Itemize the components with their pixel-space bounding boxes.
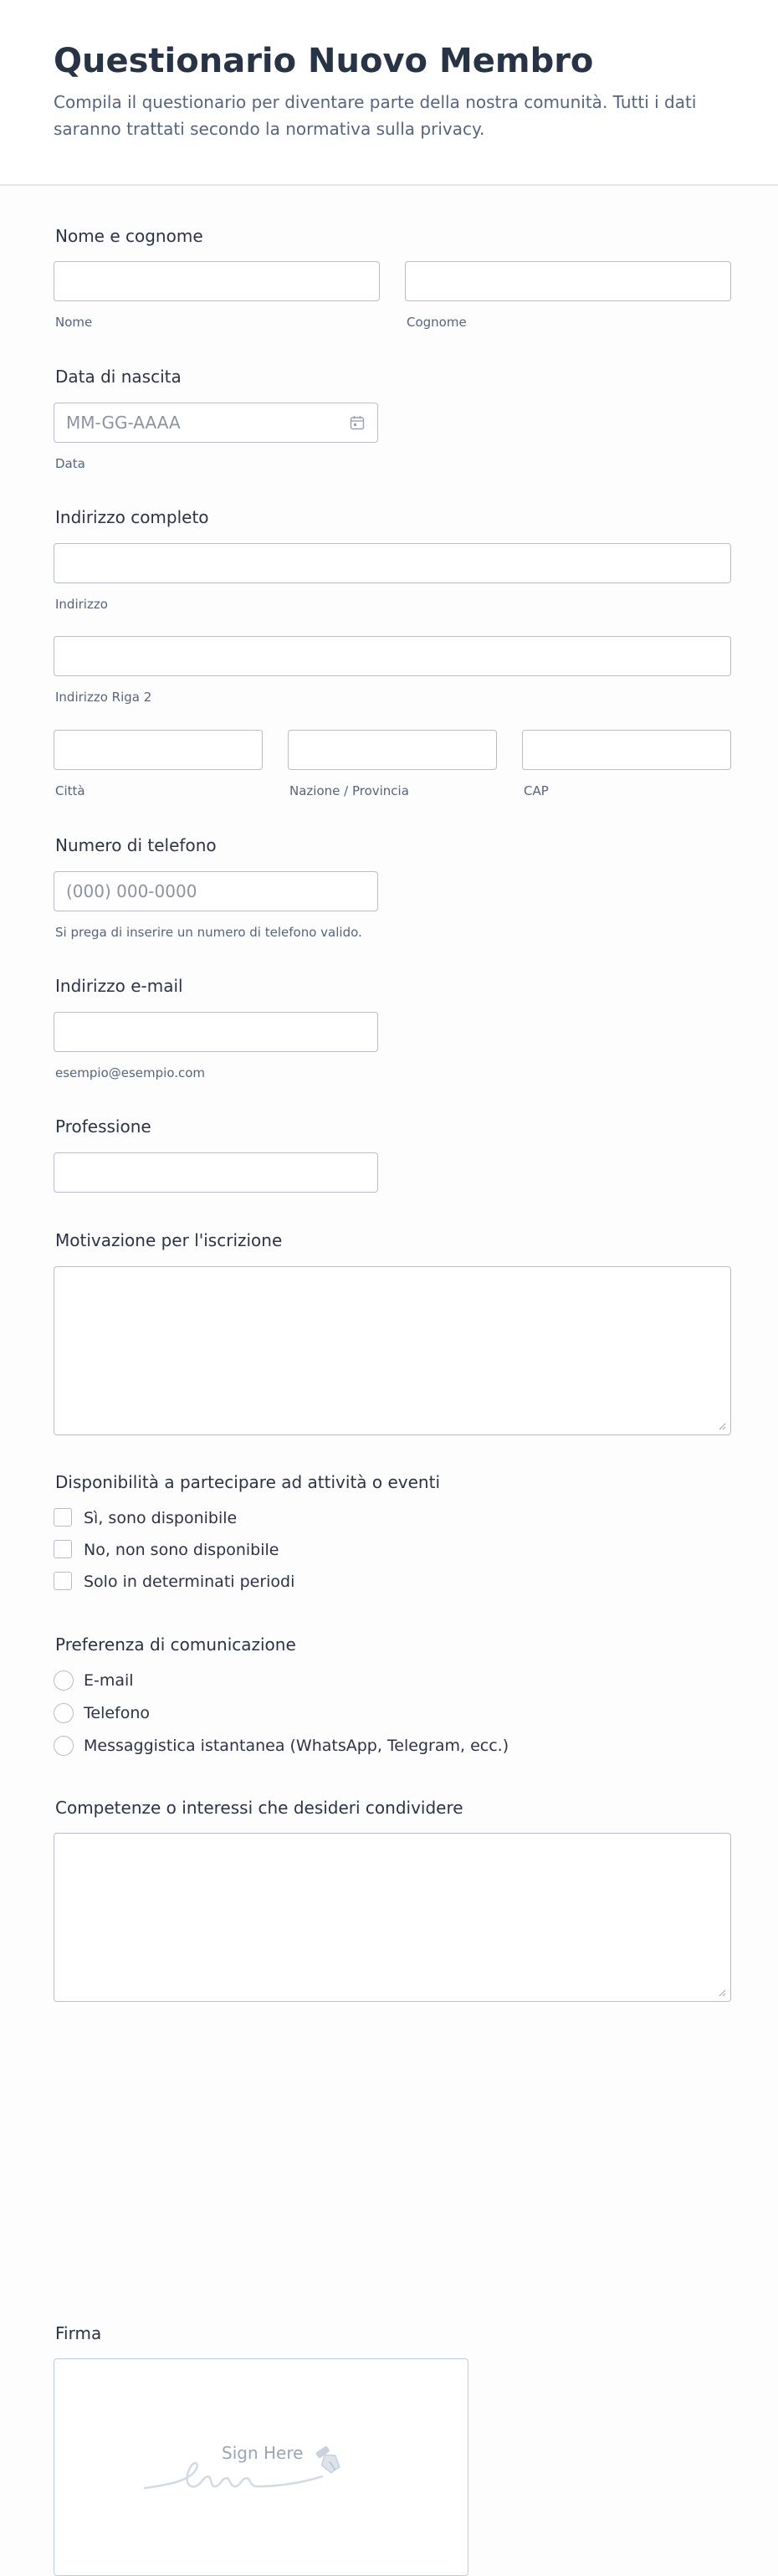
birth-date-label: Data di nascita xyxy=(55,367,182,387)
email-sublabel: esempio@esempio.com xyxy=(55,1065,206,1080)
motivation-textarea[interactable] xyxy=(54,1266,731,1435)
birth-date-sublabel: Data xyxy=(55,456,85,471)
city-input[interactable] xyxy=(54,730,263,770)
signature-pad[interactable] xyxy=(54,2358,468,2576)
first-name-input[interactable] xyxy=(54,261,380,301)
phone-label: Numero di telefono xyxy=(55,835,217,855)
communication-label: Preferenza di comunicazione xyxy=(55,1634,296,1655)
communication-option-label: E-mail xyxy=(84,1671,134,1690)
signature-scribble-icon xyxy=(143,2440,386,2498)
last-name-sublabel: Cognome xyxy=(407,315,467,330)
motivation-label: Motivazione per l'iscrizione xyxy=(55,1230,283,1250)
state-input[interactable] xyxy=(288,730,497,770)
full-name-label: Nome e cognome xyxy=(55,226,203,246)
city-sublabel: Città xyxy=(55,783,85,798)
signature-label: Firma xyxy=(55,2323,102,2343)
last-name-input[interactable] xyxy=(405,261,731,301)
skills-textarea[interactable] xyxy=(54,1833,731,2002)
address-line1-sublabel: Indirizzo xyxy=(55,597,108,612)
checkbox[interactable] xyxy=(54,1540,72,1558)
email-input[interactable] xyxy=(54,1012,378,1052)
address-line2-sublabel: Indirizzo Riga 2 xyxy=(55,690,152,705)
birth-date-input[interactable] xyxy=(54,403,378,443)
availability-option-label: Sì, sono disponibile xyxy=(84,1509,238,1527)
phone-sublabel: Si prega di inserire un numero di telefono valido. xyxy=(55,925,362,940)
radio-button[interactable] xyxy=(54,1703,74,1723)
address-line2-input[interactable] xyxy=(54,636,731,676)
form-title: Questionario Nuovo Membro xyxy=(54,42,594,80)
address-line1-input[interactable] xyxy=(54,543,731,583)
form-header xyxy=(0,0,778,186)
availability-label: Disponibilità a partecipare ad attività o eventi xyxy=(55,1472,441,1492)
profession-label: Professione xyxy=(55,1116,151,1137)
form-subtitle: Compila il questionario per diventare parte della nostra comunità. Tutti i dati saranno trattati secondo la normativa sulla privacy. xyxy=(54,92,697,139)
calendar-icon[interactable] xyxy=(350,415,365,430)
profession-input[interactable] xyxy=(54,1152,378,1193)
zip-sublabel: CAP xyxy=(524,783,549,798)
availability-option-label: Solo in determinati periodi xyxy=(84,1573,295,1591)
first-name-sublabel: Nome xyxy=(55,315,93,330)
phone-input[interactable] xyxy=(54,871,378,911)
radio-button[interactable] xyxy=(54,1670,74,1691)
signature-prompt: Sign Here xyxy=(222,2443,304,2463)
communication-option-label: Messaggistica istantanea (WhatsApp, Telegram, ecc.) xyxy=(84,1737,509,1755)
communication-option-label: Telefono xyxy=(84,1704,151,1722)
state-sublabel: Nazione / Provincia xyxy=(289,783,409,798)
resize-handle-icon[interactable] xyxy=(718,1422,726,1430)
address-label: Indirizzo completo xyxy=(55,507,209,527)
checkbox[interactable] xyxy=(54,1508,72,1527)
zip-input[interactable] xyxy=(522,730,731,770)
checkbox[interactable] xyxy=(54,1572,72,1590)
availability-option-label: No, non sono disponibile xyxy=(84,1541,279,1559)
skills-label: Competenze o interessi che desideri condividere xyxy=(55,1798,463,1818)
email-label: Indirizzo e-mail xyxy=(55,976,183,996)
resize-handle-icon[interactable] xyxy=(718,1988,726,1997)
radio-button[interactable] xyxy=(54,1736,74,1756)
